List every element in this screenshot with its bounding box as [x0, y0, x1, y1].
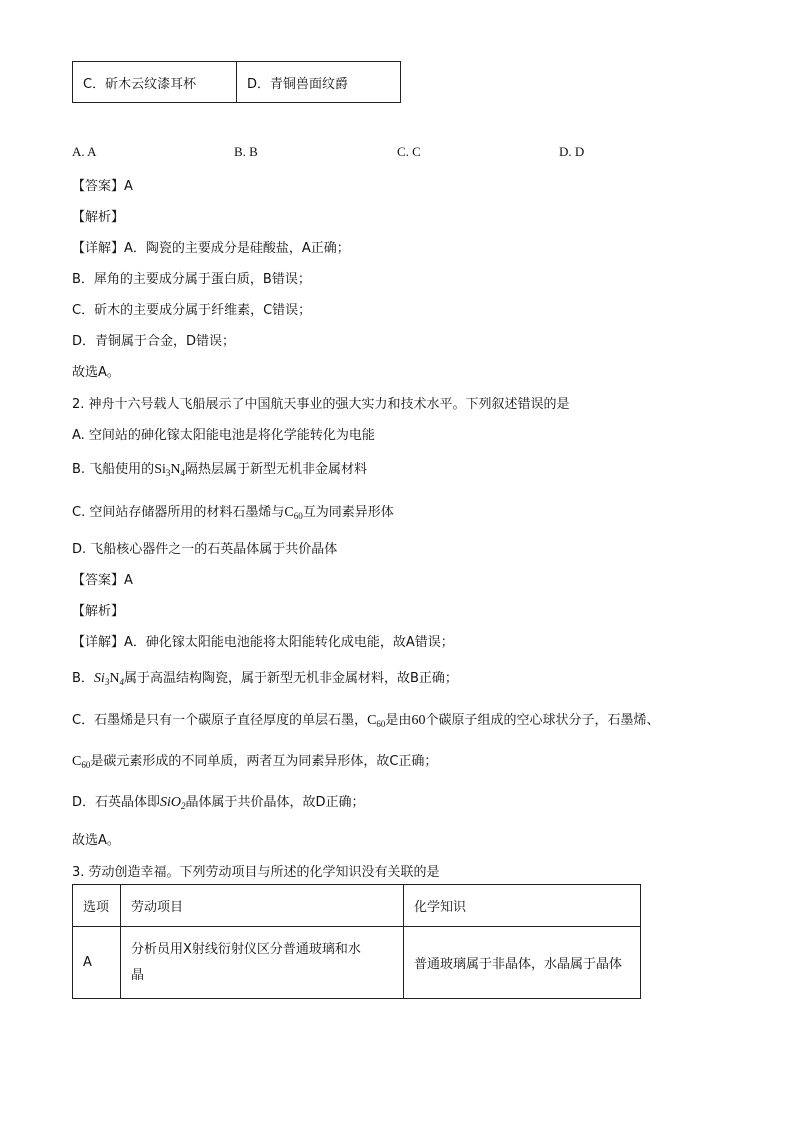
- detail-text: 属于高温结构陶瓷，属于新型无机非金属材料，故B正确；: [123, 671, 458, 686]
- detail-text: C．石墨烯是只有一个碳原子直径厚度的单层石墨，: [72, 713, 368, 728]
- q2-answer: [72, 569, 133, 588]
- q1-option-d: D. D: [559, 144, 585, 159]
- q2-detail-c-line2: [72, 750, 437, 770]
- q3-stem: 3. 劳动创造幸福。下列劳动项目与所述的化学知识没有关联的是: [72, 865, 440, 880]
- detail-text: B．: [72, 671, 94, 686]
- detail-text: D．石英晶体即: [72, 795, 161, 810]
- c60-formula: [284, 505, 302, 520]
- formula-c: C: [284, 505, 294, 520]
- detail-label: 【详解】: [72, 635, 125, 650]
- row-knowledge: 普通玻璃属于非晶体，水晶属于晶体: [404, 927, 641, 999]
- formula-c: C: [367, 713, 377, 728]
- option-text: 隔热层属于新型无机非金属材料: [185, 462, 368, 477]
- formula-n: N: [109, 671, 120, 686]
- q3-table: [72, 884, 641, 999]
- q1-detail-a: [72, 237, 350, 256]
- option-text: 互为同素异形体: [302, 505, 394, 520]
- table-cell-d: D．青铜兽面纹爵: [237, 62, 401, 103]
- formula-si: Si: [154, 462, 166, 477]
- header-option: 选项: [73, 885, 121, 927]
- q2-detail-a: [72, 631, 454, 650]
- formula-sub: 4: [119, 677, 124, 687]
- q2-analysis-label: 【解析】: [72, 604, 125, 619]
- q1-detail-d: D．青铜属于合金，D错误；: [72, 334, 236, 349]
- formula-sub: 2: [181, 801, 186, 811]
- q2-conclusion: 故选A。: [72, 833, 120, 848]
- header-knowledge: 化学知识: [404, 885, 641, 927]
- q1-analysis-label: 【解析】: [72, 210, 125, 225]
- sio2-formula: [160, 795, 186, 810]
- top-options-table: [72, 61, 401, 103]
- formula-sub: 4: [180, 468, 185, 478]
- row-option: A: [73, 927, 121, 999]
- formula-sub: 60: [376, 719, 386, 729]
- detail-text: 晶体属于共价晶体，故D正确；: [185, 795, 365, 810]
- q1-option-b: B. B: [234, 144, 258, 159]
- table-row: [73, 927, 641, 999]
- formula-sub: 60: [293, 511, 303, 521]
- si3n4-formula: [94, 671, 124, 686]
- project-line: 分析员用X射线衍射仪区分普通玻璃和水: [131, 941, 361, 957]
- formula-sub: 3: [165, 468, 171, 478]
- q1-answer: [72, 175, 133, 194]
- q2-stem: 2. 神舟十六号载人飞船展示了中国航天事业的强大实力和技术水平。下列叙述错误的是: [72, 397, 570, 412]
- q2-option-d: D. 飞船核心器件之一的石英晶体属于共价晶体: [72, 542, 338, 557]
- formula-n: N: [170, 462, 181, 477]
- project-line: 晶: [131, 967, 145, 983]
- si3n4-formula: [154, 462, 185, 477]
- answer-label: 【答案】: [72, 179, 125, 194]
- c60-formula: [367, 713, 385, 728]
- table-cell-c: C．斫木云纹漆耳杯: [73, 62, 237, 103]
- formula-sio: SiO: [160, 795, 182, 810]
- q1-option-c: C. C: [397, 144, 421, 159]
- detail-text: A．陶瓷的主要成分是硅酸盐，A正确；: [124, 241, 350, 256]
- detail-text: A．砷化镓太阳能电池能将太阳能转化成电能，故A错误；: [124, 635, 454, 650]
- formula-c: C: [72, 754, 82, 769]
- q1-option-a: A. A: [72, 144, 97, 159]
- q2-option-c: [72, 501, 394, 521]
- row-project: [121, 927, 404, 999]
- answer-label: 【答案】: [72, 573, 125, 588]
- formula-sub: 3: [104, 677, 110, 687]
- q2-option-b: [72, 458, 367, 478]
- detail-text: 是碳元素形成的不同单质，两者互为同素异形体，故C正确；: [90, 754, 438, 769]
- answer-value: A: [124, 179, 133, 194]
- detail-text: 个碳原子组成的空心球状分子，石墨烯、: [425, 713, 660, 728]
- option-text: C. 空间站存储器所用的材料石墨烯与: [72, 505, 285, 520]
- q1-detail-b: B．犀角的主要成分属于蛋白质，B错误；: [72, 272, 311, 287]
- c60-formula: [72, 754, 90, 769]
- count-number: 60: [411, 713, 426, 728]
- formula-si: Si: [93, 671, 105, 686]
- table-header-row: [73, 885, 641, 927]
- detail-label: 【详解】: [72, 241, 125, 256]
- detail-text: 是由: [385, 713, 412, 728]
- q2-detail-c-line1: [72, 709, 659, 729]
- q1-detail-c: C．斫木的主要成分属于纤维素，C错误；: [72, 303, 312, 318]
- option-text: B. 飞船使用的: [72, 462, 155, 477]
- header-project: 劳动项目: [121, 885, 404, 927]
- answer-value: A: [124, 573, 133, 588]
- q2-detail-d: [72, 791, 365, 811]
- q2-detail-b: [72, 667, 458, 687]
- formula-sub: 60: [81, 760, 91, 770]
- q1-conclusion: 故选A。: [72, 365, 120, 380]
- q2-option-a: A. 空间站的砷化镓太阳能电池是将化学能转化为电能: [72, 428, 375, 443]
